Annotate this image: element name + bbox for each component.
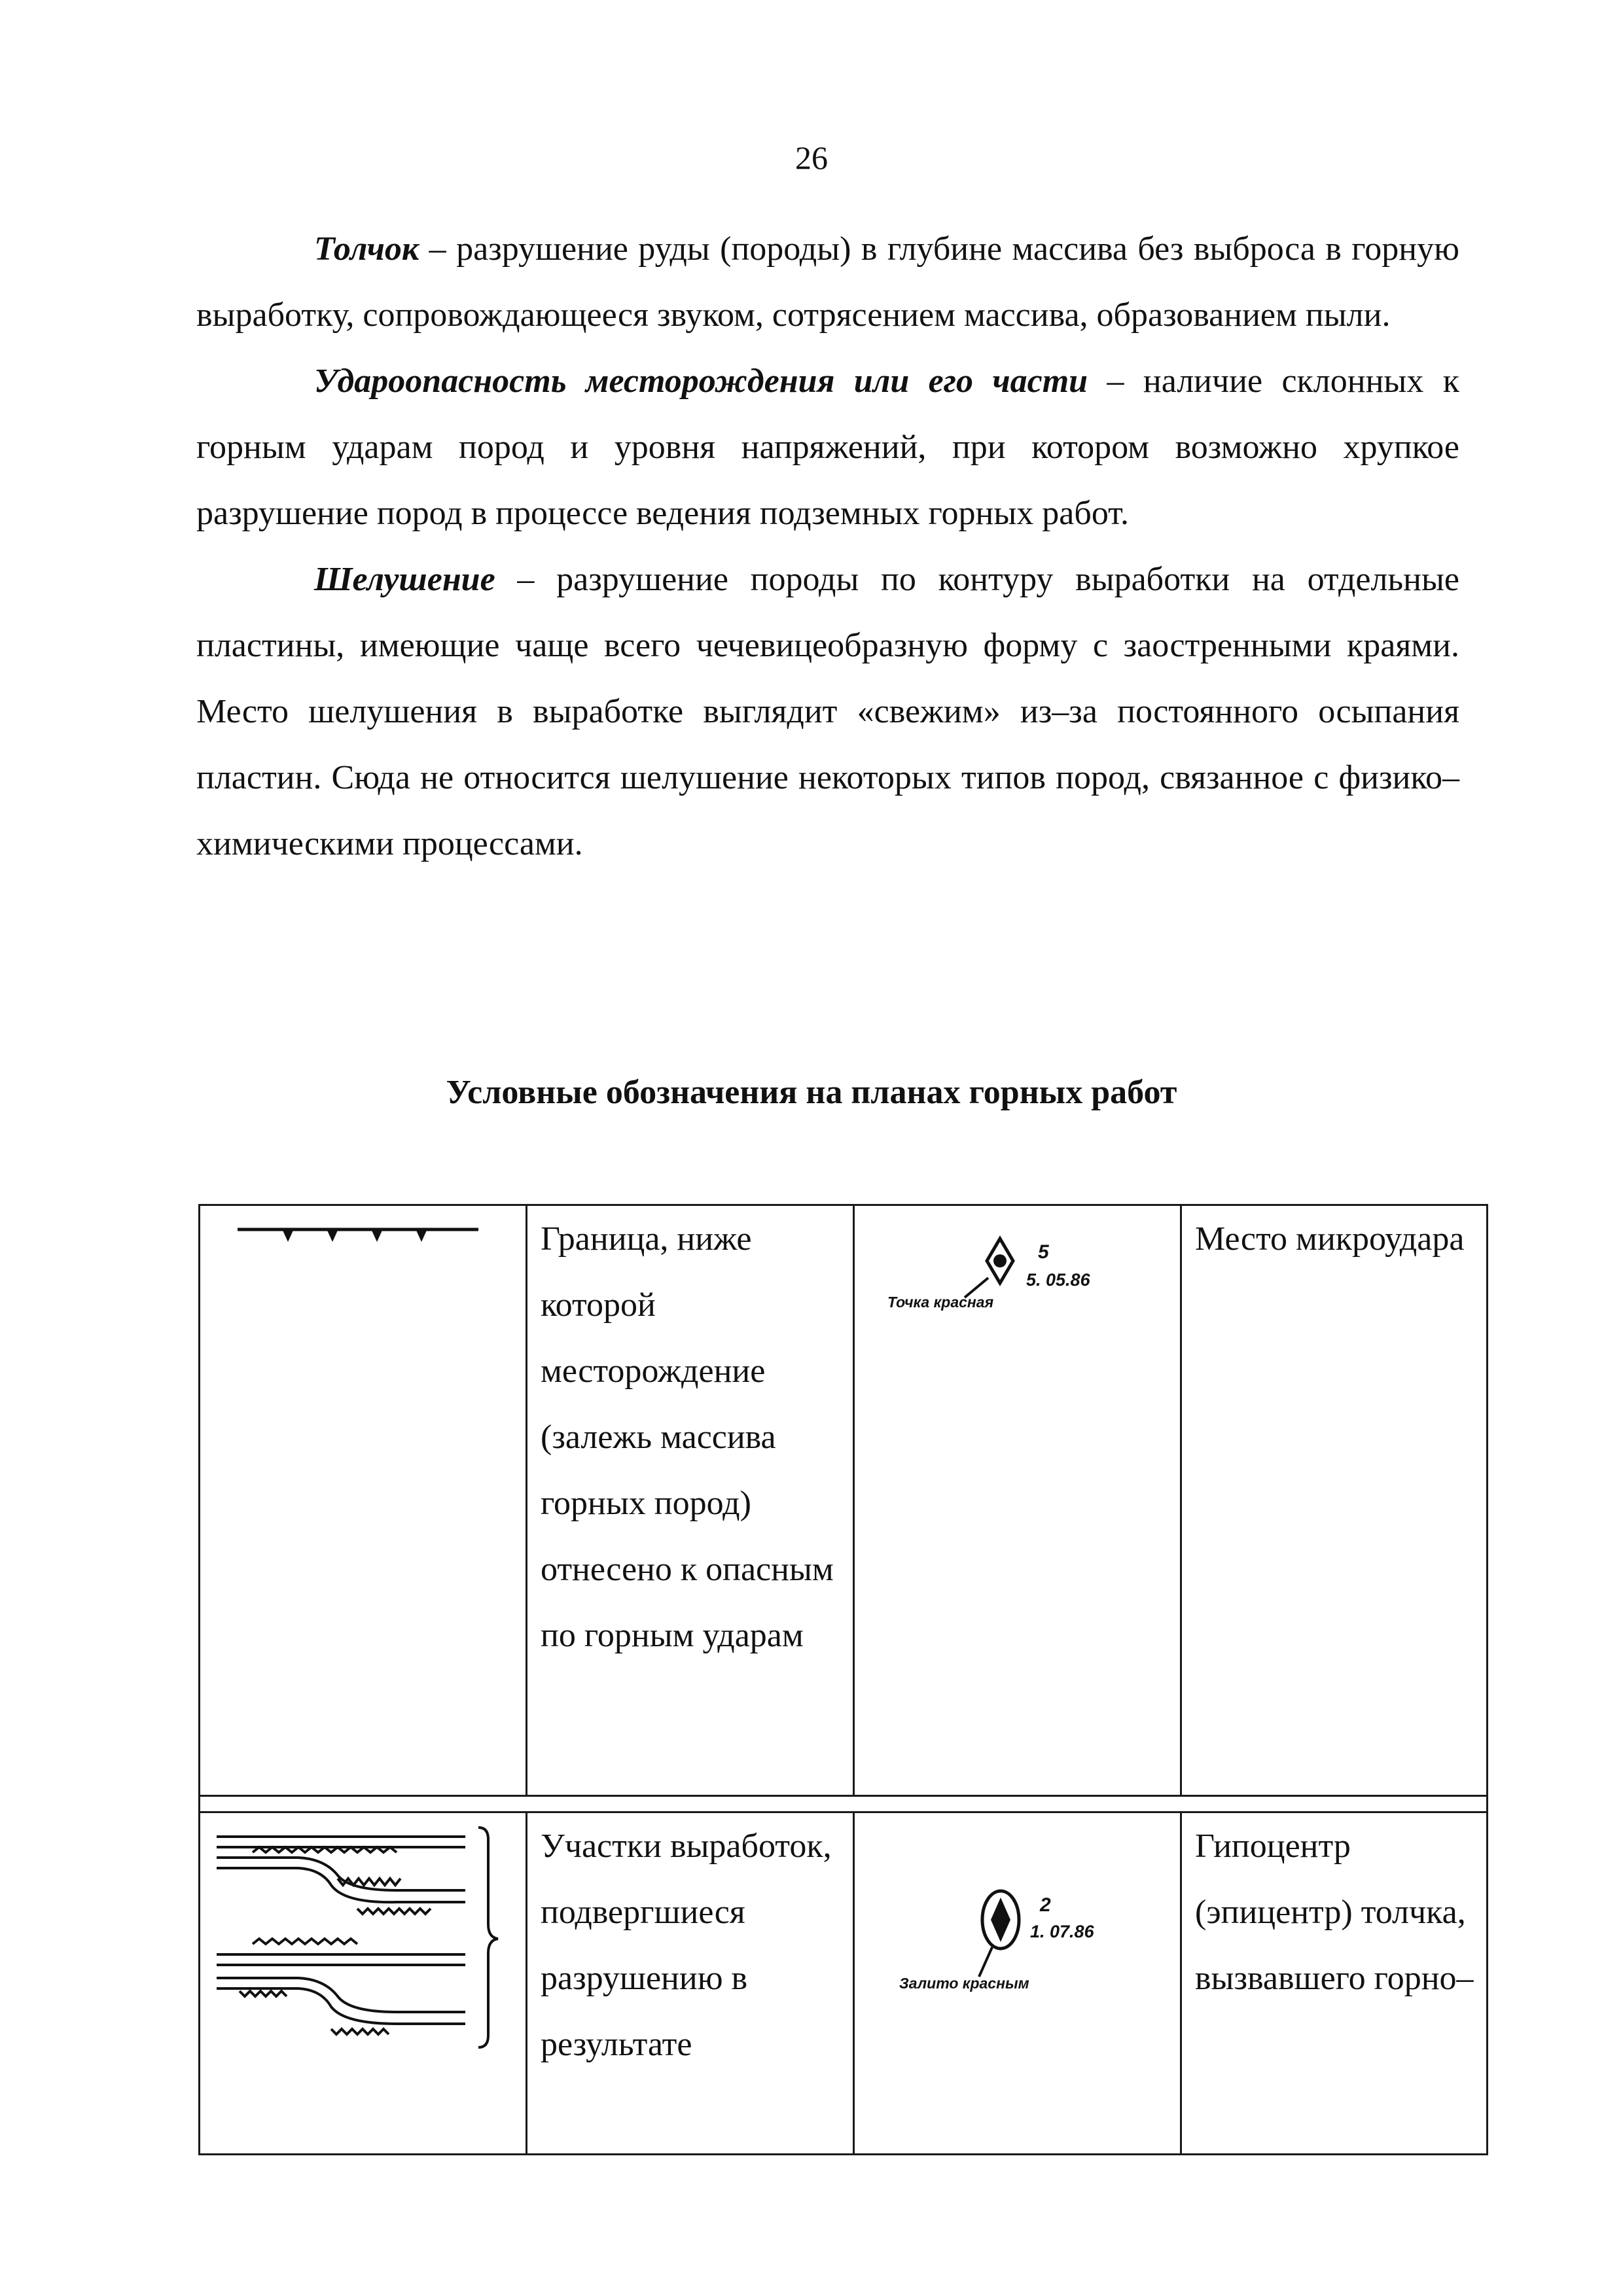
filled-diamond-icon <box>991 1898 1010 1942</box>
definition-term: Удароопасность месторождения или его части <box>314 362 1088 400</box>
definition-term: Толчок <box>314 230 419 268</box>
symbol-date: 1. 07.86 <box>1030 1922 1094 1941</box>
page-number: 26 <box>795 139 828 176</box>
document-body <box>196 216 1459 877</box>
damaged-workings-symbol <box>200 1813 527 2088</box>
hypocenter-symbol-cell <box>854 1812 1181 2155</box>
symbol-number: 5 <box>1038 1241 1049 1263</box>
hazard-boundary-symbol <box>200 1206 527 1284</box>
microshock-symbol-cell <box>854 1205 1181 1796</box>
table-row <box>200 1812 1488 2155</box>
symbol-number: 2 <box>1040 1894 1051 1916</box>
table-gap <box>200 1796 1488 1812</box>
legend-description: Гипоцентр (эпицентр) толчка, вызвавшего горно– <box>1181 1812 1488 2155</box>
section-title: Условные обозначения на планах горных работ <box>446 1074 1177 1111</box>
symbol-caption: Залито красным <box>899 1975 1029 1992</box>
definition-text: – разрушение руды (породы) в глубине массива без выброса в горную выработку, сопровождающееся звуком, сотрясением массива, образованием пыли. <box>196 230 1459 334</box>
microshock-symbol <box>855 1206 1182 1376</box>
symbol-date: 5. 05.86 <box>1026 1270 1090 1290</box>
legend-description: Место микроудара <box>1181 1205 1488 1796</box>
boundary-symbol-cell <box>200 1205 527 1796</box>
symbol-caption: Точка красная <box>887 1294 994 1311</box>
damaged-area-symbol-cell <box>200 1812 527 2155</box>
definition-paragraph <box>196 216 1459 348</box>
definition-paragraph <box>196 348 1459 546</box>
hypocenter-symbol <box>855 1813 1182 2022</box>
legend-table <box>198 1204 1488 2155</box>
definition-text: – наличие склонных к горным ударам пород и уровня напряжений, при котором возможно хрупкое разрушение пород в процессе ведения подземных горных работ. <box>196 362 1460 532</box>
definition-paragraph <box>196 546 1459 877</box>
legend-description: Участки выработок, подвергшиеся разрушению в результате <box>527 1812 854 2155</box>
table-row <box>200 1205 1488 1796</box>
definition-term: Шелушение <box>314 561 495 598</box>
legend-description: Граница, ниже которой месторождение (залежь массива горных пород) отнесено к опасным по горным ударам <box>527 1205 854 1796</box>
dot-icon <box>993 1254 1007 1267</box>
definition-text: – разрушение породы по контуру выработки на отдельные пластины, имеющие чаще всего чечевицеобразную форму с заостренными краями. Место шелушения в выработке выглядит «свежим» из–за постоянного осыпания пластин. Сюда не относится шелушение некоторых типов пород, связанное с физико–химическими процессами. <box>196 561 1459 862</box>
leader-line <box>979 1947 992 1977</box>
